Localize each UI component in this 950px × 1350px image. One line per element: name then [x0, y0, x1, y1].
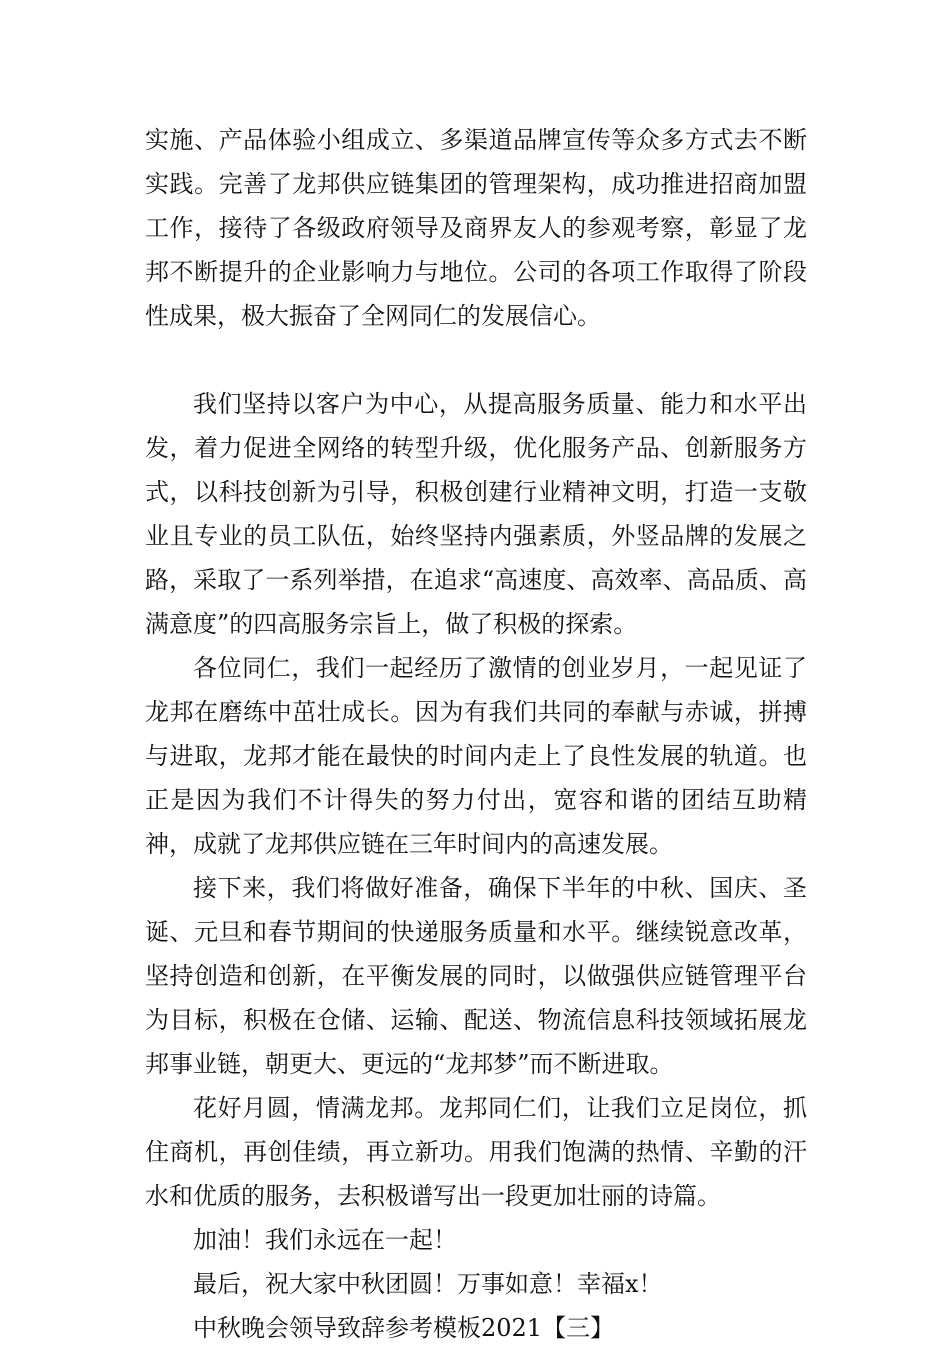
paragraph-continuation: 实施、产品体验小组成立、多渠道品牌宣传等众多方式去不断实践。完善了龙邦供应链集团的管理架构，成功推进招商加盟工作，接待了各级政府领导及商界友人的参观考察，彰显了龙邦不断提升的企业影响力与地位。公司的各项工作取得了阶段性成果，极大振奋了全网同仁的发展信心。	[145, 126, 807, 330]
paragraph-mid-autumn-wishes: 花好月圆，情满龙邦。龙邦同仁们，让我们立足岗位，抓住商机，再创佳绩，再立新功。用我们饱满的热情、辛勤的汗水和优质的服务，去积极谱写出一段更加壮丽的诗篇。	[145, 1094, 807, 1210]
paragraph-closing-wishes: 最后，祝大家中秋团圆！万事如意！幸福x！	[193, 1270, 663, 1298]
paragraph-cheer: 加油！我们永远在一起！	[193, 1226, 457, 1254]
paragraph-next-steps: 接下来，我们将做好准备，确保下半年的中秋、国庆、圣诞、元旦和春节期间的快递服务质量和水平。继续锐意改革，坚持创造和创新，在平衡发展的同时，以做强供应链管理平台为目标，积极在仓储、运输、配送、物流信息科技领域拓展龙邦事业链，朝更大、更远的“龙邦梦”而不断进取。	[145, 874, 807, 1078]
section-heading-template-three: 中秋晚会领导致辞参考模板2021【三】	[193, 1314, 615, 1342]
document-body	[145, 118, 807, 1350]
paragraph-colleagues: 各位同仁，我们一起经历了激情的创业岁月，一起见证了龙邦在磨练中茁壮成长。因为有我们共同的奉献与赤诚，拼搏与进取，龙邦才能在最快的时间内走上了良性发展的轨道。也正是因为我们不计得失的努力付出，宽容和谐的团结互助精神，成就了龙邦供应链在三年时间内的高速发展。	[145, 654, 807, 858]
paragraph-customer-focus: 我们坚持以客户为中心，从提高服务质量、能力和水平出发，着力促进全网络的转型升级，优化服务产品、创新服务方式，以科技创新为引导，积极创建行业精神文明，打造一支敬业且专业的员工队伍，始终坚持内强素质，外竖品牌的发展之路，采取了一系列举措，在追求“高速度、高效率、高品质、高满意度”的四高服务宗旨上，做了积极的探索。	[145, 390, 807, 638]
